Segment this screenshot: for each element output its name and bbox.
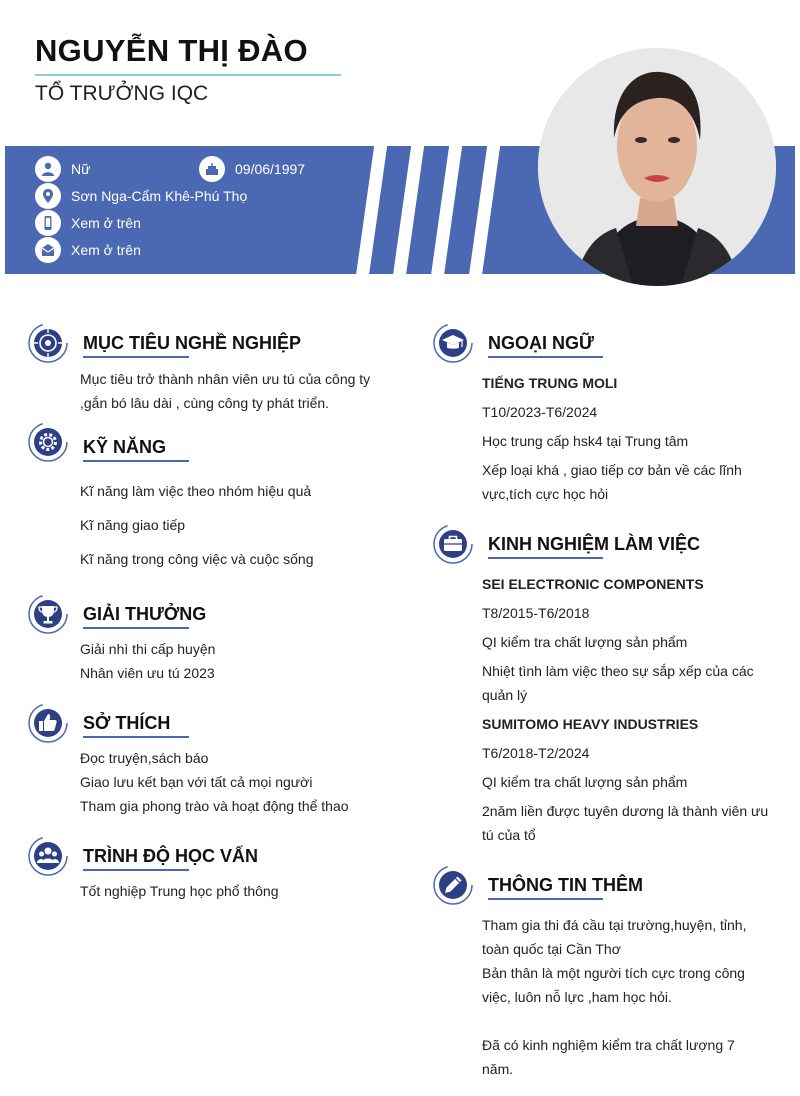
students-icon (28, 836, 68, 876)
email-value: Xem ở trên (71, 242, 141, 258)
skill-item: Kĩ năng trong công việc và cuộc sống (80, 551, 314, 567)
section-rule (83, 356, 189, 358)
additional-line: Bản thân là một người tích cực trong công (482, 965, 745, 981)
additional-line: toàn quốc tại Cần Thơ (482, 941, 621, 957)
candidate-name: NGUYỄN THỊ ĐÀO (35, 33, 308, 68)
job-description: Nhiệt tình làm việc theo sự sắp xếp của các (482, 663, 754, 679)
birthday-cake-icon (199, 156, 225, 182)
language-period: T10/2023-T6/2024 (482, 404, 598, 420)
job-description: 2năm liền được tuyên dương là thành viên ưu (482, 803, 769, 819)
trophy-icon (28, 594, 68, 634)
additional-line: việc, luôn nỗ lực ,ham học hỏi. (482, 989, 672, 1005)
briefcase-icon (433, 524, 473, 564)
section-title-languages: NGOẠI NGỮ (488, 333, 594, 353)
section-rule (83, 869, 189, 871)
objective-text-line: ,gắn bó lâu dài , cùng công ty phát triển. (80, 395, 330, 411)
section-rule (83, 460, 189, 462)
award-item: Giải nhì thi cấp huyện (80, 641, 216, 657)
job-period: T8/2015-T6/2018 (482, 605, 590, 621)
section-title-hobbies: SỞ THÍCH (83, 713, 171, 733)
contact-birthday (199, 156, 305, 182)
band-stripe (391, 146, 425, 274)
education-item: Tốt nghiệp Trung học phổ thông (80, 883, 279, 899)
job-role: QI kiểm tra chất lượng sản phẩm (482, 774, 688, 790)
hobby-item: Tham gia phong trào và hoạt động thể thao (80, 798, 349, 814)
contact-address (35, 183, 247, 209)
additional-line: Tham gia thi đá cầu tại trường,huyện, tỉnh, (482, 917, 747, 933)
name-underline (35, 74, 341, 76)
contact-phone (35, 210, 141, 236)
section-title-objective: MỤC TIÊU NGHỀ NGHIỆP (83, 333, 302, 353)
section-title-experience: KINH NGHIỆM LÀM VIỆC (488, 534, 701, 554)
section-title-education: TRÌNH ĐỘ HỌC VẤN (83, 846, 258, 866)
user-icon (35, 156, 61, 182)
job-role: QI kiểm tra chất lượng sản phẩm (482, 634, 688, 650)
gear-icon (28, 422, 68, 462)
additional-line: năm. (482, 1061, 514, 1077)
objective-text-line: Mục tiêu trở thành nhân viên ưu tú của công ty (80, 371, 371, 387)
job-description: quản lý (482, 687, 528, 703)
band-stripe (354, 146, 388, 274)
band-stripe (429, 146, 463, 274)
hobby-item: Giao lưu kết bạn với tất cả mọi người (80, 774, 313, 790)
job-description: tú của tổ (482, 827, 536, 843)
section-rule (488, 898, 603, 900)
hobby-item: Đọc truyện,sách báo (80, 750, 209, 766)
phone-icon (35, 210, 61, 236)
job-period: T6/2018-T2/2024 (482, 745, 590, 761)
job-title: TỔ TRƯỞNG IQC (35, 82, 209, 105)
profile-photo (538, 48, 776, 286)
job-company: SEI ELECTRONIC COMPONENTS (482, 576, 704, 592)
section-title-additional: THÔNG TIN THÊM (488, 875, 643, 895)
section-rule (488, 356, 603, 358)
band-stripe (467, 146, 501, 274)
graduation-cap-icon (433, 323, 473, 363)
location-pin-icon (35, 183, 61, 209)
birthday-value: 09/06/1997 (235, 161, 306, 177)
thumbs-up-icon (28, 703, 68, 743)
additional-line: Đã có kinh nghiệm kiểm tra chất lượng 7 (482, 1037, 735, 1053)
address-value: Sơn Nga-Cẩm Khê-Phú Thọ (71, 188, 248, 204)
language-detail: Học trung cấp hsk4 tại Trung tâm (482, 433, 689, 449)
job-company: SUMITOMO HEAVY INDUSTRIES (482, 716, 699, 732)
language-detail: Xếp loại khá , giao tiếp cơ bản về các lĩnh (482, 462, 742, 478)
section-title-awards: GIẢI THƯỞNG (83, 604, 207, 624)
section-rule (83, 627, 189, 629)
email-icon (35, 237, 61, 263)
phone-value: Xem ở trên (71, 215, 141, 231)
gender-value: Nữ (71, 161, 91, 177)
language-school: TIẾNG TRUNG MOLI (482, 375, 618, 391)
section-rule (488, 557, 603, 559)
language-detail: vực,tích cực học hỏi (482, 486, 609, 502)
target-icon (28, 323, 68, 363)
skill-item: Kĩ năng giao tiếp (80, 517, 186, 533)
section-rule (83, 736, 189, 738)
pencil-icon (433, 865, 473, 905)
contact-email (35, 237, 141, 263)
award-item: Nhân viên ưu tú 2023 (80, 665, 215, 681)
contact-gender (35, 156, 90, 182)
skill-item: Kĩ năng làm việc theo nhóm hiệu quả (80, 483, 312, 499)
section-title-skills: KỸ NĂNG (83, 437, 167, 457)
